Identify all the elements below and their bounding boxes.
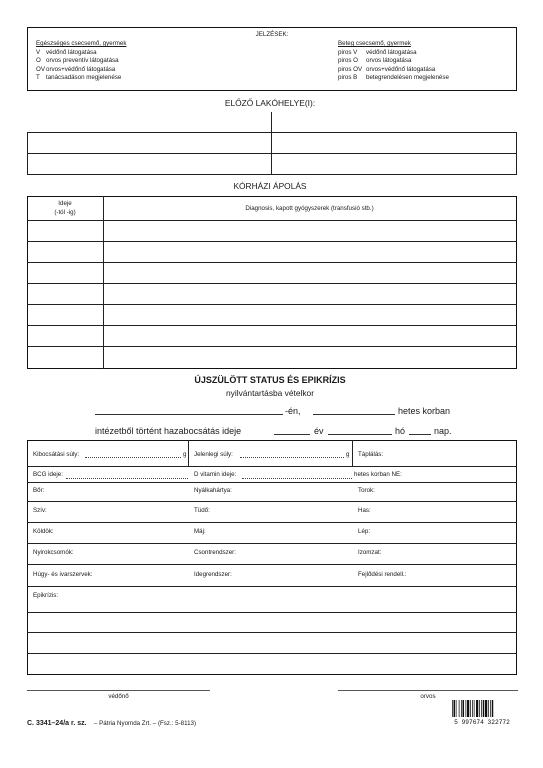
divider [27,564,517,565]
divider [27,174,517,175]
barcode-bar [481,700,482,717]
divider [352,440,353,466]
barcode-bar [488,700,489,717]
legend-sick [338,40,449,83]
epicrisis-label: Epikrízis: [33,592,59,599]
signature-line-nurse[interactable] [27,690,210,691]
birth-weight-field[interactable] [85,457,181,458]
line2-start: intézetből történt hazabocsátás ideje [95,426,242,436]
barcode-bar [466,700,467,717]
table-row [27,220,517,221]
weeks-label: hetes korban NE: [354,471,402,478]
form-code: C. 3341–24/a r. sz. [27,720,87,727]
hospital-title: KÓRHÁZI ÁPOLÁS [233,181,307,191]
epicrisis-line[interactable] [27,653,517,654]
previous-address-title: ELŐZŐ LAKÓHELYE(I): [224,98,316,108]
exam-label: Bőr: [33,487,45,494]
table-row [27,346,517,347]
exam-label: Izomzat: [358,549,382,556]
divider [188,440,189,466]
birth-weight-label: Kibocsátási súly: [33,451,80,458]
exam-label: Nyirokcsomók: [33,549,74,556]
current-weight-label: Jelenlegi súly: [194,451,233,458]
barcode-bar [474,700,475,717]
barcode-bar [483,700,485,717]
exam-label: Köldök: [33,528,54,535]
barcode-bar [485,700,487,717]
barcode-bar [461,700,462,717]
barcode-bar [476,700,478,717]
status-box [27,440,517,675]
hospital-col-diagnosis: Diagnosis, kapott gyógyszerek (transfusió stb.) [245,205,374,212]
legend-healthy-heading: Egészséges csecsemő, gyermek [36,40,127,47]
line2-ho: hó [395,426,406,436]
exam-label: Fejlődési rendell.: [358,571,407,578]
vitd-field[interactable] [242,478,352,479]
date-line[interactable] [95,414,283,415]
barcode-bar [452,700,453,717]
divider [27,543,517,544]
barcode-bar [470,700,471,717]
signature-label-nurse: védőnő [108,693,129,700]
line2-nap: nap. [434,426,452,436]
legend-item: piros V védőnő látogatása [338,48,417,56]
legend-item: O orvos preventív látogatása [36,57,119,65]
divider [27,132,517,133]
barcode-digits: 5 997674 322772 [454,719,510,725]
divider [27,132,28,174]
exam-label: Idegrendszer: [194,571,232,578]
exam-label: Máj: [194,528,206,535]
g-unit: g [346,451,350,458]
legend-sick-heading: Beteg csecsemő, gyermek [338,40,411,47]
barcode-bar [459,700,460,717]
divider [271,112,272,175]
legend-item: V védőnő látogatása [36,48,97,56]
legend-item: OV orvos+védőnő látogatása [36,65,116,73]
barcode-bar [490,700,491,717]
line1-mid: -én, [285,406,301,416]
weeks-line[interactable] [313,414,395,415]
legend-healthy [36,40,126,83]
bcg-field[interactable] [66,478,188,479]
current-weight-field[interactable] [240,457,344,458]
feeding-label: Táplálás: [358,451,384,458]
legend-item: piros O orvos látogatása [338,57,412,65]
table-row [27,241,517,242]
hospital-col-date: Ideje (-tól -ig) [54,200,76,216]
bcg-label: BCG ideje: [33,471,63,478]
form-footer [27,712,196,730]
epicrisis-line[interactable] [27,612,517,613]
table-row [27,262,517,263]
line1-end: hetes korban [398,406,451,416]
divider [27,522,517,523]
divider [27,586,517,587]
exam-label: Lép: [358,528,371,535]
exam-label: Húgy- és ivarszervek: [33,571,93,578]
divider [27,482,517,483]
exam-label: Szív: [33,507,47,514]
table-row [27,325,517,326]
epicrisis-line[interactable] [27,632,517,633]
day-line[interactable] [409,434,431,435]
barcode-bar [454,700,456,717]
publisher-note: – Pátria Nyomda Zrt. – (Fsz.: 5-8113) [94,720,197,727]
exam-label: Nyálkahártya: [194,487,232,494]
line2-ev: év [314,426,324,436]
divider [516,132,517,174]
newborn-title: ÚJSZÜLÖTT STATUS ÉS EPIKRÍZIS [194,375,346,385]
year-line[interactable] [274,434,310,435]
signature-line-doctor[interactable] [338,690,518,691]
divider [27,466,517,467]
barcode-bar [472,700,473,717]
legend-title: JELZÉSEK: [255,31,289,38]
barcode [449,700,515,725]
table-row [27,283,517,284]
barcode-bar [463,700,465,717]
legend-item: piros B betegrendelésen megjelenése [338,74,449,82]
g-unit: g [183,451,187,458]
barcode-bar [479,700,480,717]
month-line[interactable] [328,434,392,435]
barcode-bar [492,700,494,717]
newborn-subtitle: nyilvántartásba vételkor [226,388,314,398]
signature-label-doctor: orvos [420,693,436,700]
exam-label: Torok: [358,487,375,494]
divider [27,153,517,154]
exam-label: Has: [358,507,371,514]
exam-label: Tüdő: [194,507,210,514]
barcode-bar [467,700,469,717]
vitd-label: D vitamin ideje: [194,471,237,478]
divider [27,501,517,502]
table-row [27,304,517,305]
legend-item: piros OV orvos+védőnő látogatása [338,65,436,73]
exam-label: Csontrendszer: [194,549,236,556]
legend-item: T tanácsadáson megjelenése [36,74,122,82]
barcode-bar [456,700,457,717]
